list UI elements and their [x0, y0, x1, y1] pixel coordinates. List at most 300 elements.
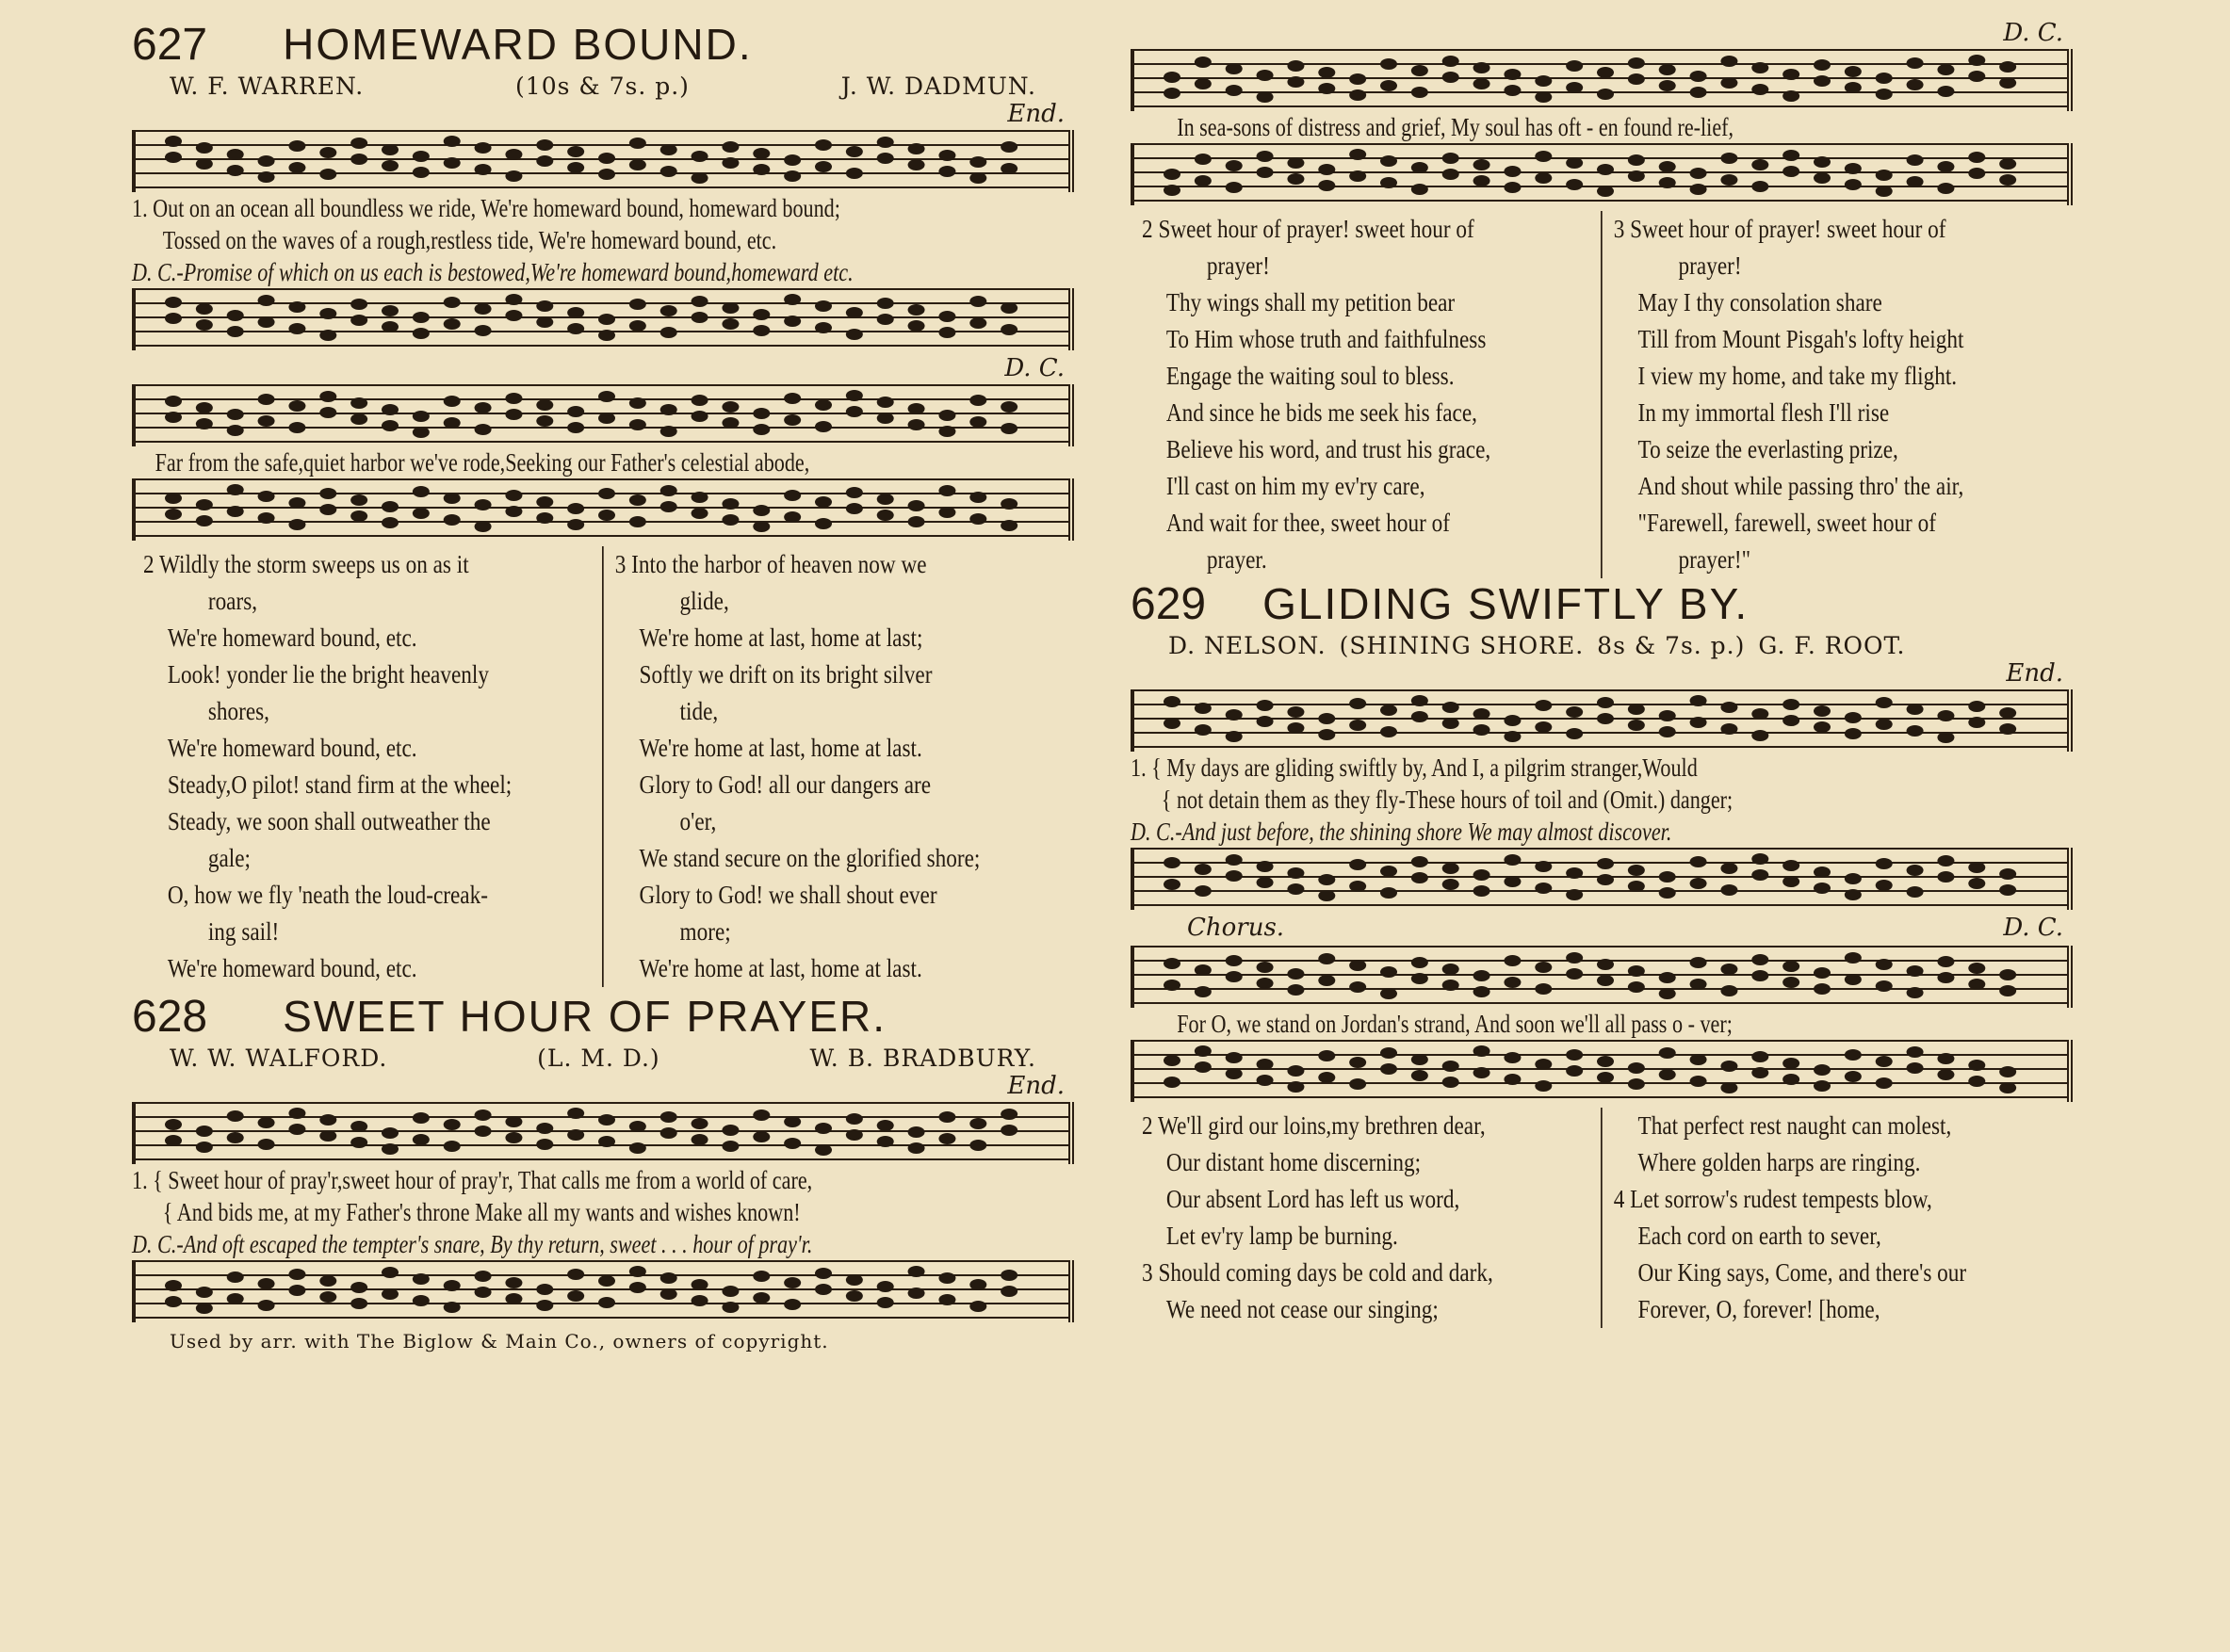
note-head — [567, 146, 584, 157]
note-head — [1628, 881, 1645, 892]
note-head — [1349, 170, 1366, 182]
note-head — [629, 138, 646, 149]
note-head — [1751, 954, 1768, 965]
note-head — [288, 519, 305, 530]
note-head — [846, 503, 863, 514]
note-head — [475, 1271, 492, 1282]
note-head — [1659, 726, 1676, 737]
note-head — [1164, 958, 1180, 969]
note-head — [660, 1111, 677, 1123]
note-head — [444, 1141, 461, 1152]
verse-line: In my immortal flesh I'll rise — [1637, 398, 1890, 427]
treble-staff — [1131, 946, 2073, 1008]
note-head — [1968, 1060, 1985, 1071]
note-head — [413, 312, 430, 323]
note-head — [567, 422, 584, 433]
note-head — [1751, 62, 1768, 73]
verse-line: We're homeward bound, etc. — [167, 734, 417, 762]
note-head — [629, 494, 646, 506]
note-head — [1597, 67, 1614, 78]
note-head — [1782, 150, 1799, 161]
note-head — [258, 1117, 275, 1128]
note-head — [692, 1134, 708, 1145]
note-head — [165, 1135, 182, 1146]
author: W. W. WALFORD. — [170, 1045, 388, 1072]
note-head — [722, 318, 739, 330]
verse-line: 2 Sweet hour of prayer! sweet hour of — [1142, 215, 1474, 243]
note-head — [1999, 1082, 2016, 1093]
note-head — [288, 422, 305, 433]
note-head — [1380, 58, 1397, 70]
note-head — [1720, 56, 1737, 67]
note-head — [1782, 1058, 1799, 1069]
note-head — [1257, 861, 1274, 872]
note-head — [1349, 1078, 1366, 1090]
note-head — [1597, 713, 1614, 724]
note-head — [1876, 73, 1893, 84]
note-head — [1001, 1125, 1017, 1136]
note-head — [1504, 69, 1521, 80]
note-head — [1164, 718, 1180, 729]
note-head — [692, 151, 708, 162]
note-head — [753, 408, 770, 419]
music-system — [1131, 49, 2073, 205]
note-head — [1411, 184, 1428, 195]
note-head — [1287, 1065, 1304, 1077]
note-head — [1349, 981, 1366, 993]
note-head — [692, 172, 708, 184]
note-head — [1349, 1057, 1366, 1068]
note-head — [1442, 863, 1459, 874]
note-head — [629, 1266, 646, 1277]
note-head — [350, 397, 367, 409]
lyric-line: D. C.-And just before, the shining shore We may almost discover. — [1131, 818, 1672, 846]
note-head — [1566, 1049, 1583, 1061]
note-head — [846, 390, 863, 401]
verse-line: Where golden harps are ringing. — [1637, 1148, 1921, 1176]
note-head — [784, 170, 801, 182]
note-head — [382, 305, 399, 316]
note-head — [1504, 977, 1521, 988]
note-head — [319, 1114, 336, 1126]
note-head — [413, 486, 430, 497]
verse-line: Steady, we soon shall outweather the — [167, 807, 491, 835]
note-head — [1535, 962, 1552, 973]
note-head — [1597, 186, 1614, 197]
note-head — [1001, 498, 1017, 510]
note-head — [1566, 82, 1583, 93]
note-head — [1287, 867, 1304, 879]
note-head — [1164, 696, 1180, 707]
note-head — [288, 162, 305, 173]
note-head — [1349, 698, 1366, 709]
note-head — [227, 310, 244, 321]
note-head — [319, 330, 336, 341]
note-head — [815, 399, 832, 411]
note-head — [1535, 151, 1552, 162]
note-head — [1628, 965, 1645, 977]
note-head — [1814, 705, 1831, 717]
note-head — [784, 294, 801, 305]
treble-staff — [1131, 689, 2073, 752]
note-head — [1720, 153, 1737, 164]
note-head — [1597, 89, 1614, 100]
note-head — [1349, 89, 1366, 101]
note-head — [382, 1143, 399, 1155]
note-head — [1845, 712, 1862, 723]
note-head — [598, 169, 615, 180]
note-head — [1411, 695, 1428, 706]
note-head — [1442, 702, 1459, 713]
verses — [1131, 211, 2073, 578]
note-head — [846, 1290, 863, 1302]
note-head — [692, 492, 708, 503]
note-head — [1411, 1070, 1428, 1081]
note-head — [877, 298, 894, 309]
note-head — [938, 1272, 955, 1284]
note-head — [196, 319, 213, 331]
note-head — [475, 424, 492, 435]
note-head — [1845, 163, 1862, 174]
note-head — [1195, 724, 1212, 736]
note-head — [815, 1123, 832, 1134]
note-head — [1690, 1076, 1707, 1087]
note-head — [908, 403, 925, 414]
verse-line: prayer!" — [1678, 545, 1751, 574]
note-head — [1814, 866, 1831, 878]
note-head — [1597, 697, 1614, 708]
note-head — [1999, 707, 2016, 719]
note-head — [1628, 704, 1645, 715]
verse-line: We're home at last, home at last. — [639, 954, 922, 982]
note-head — [1195, 78, 1212, 89]
note-head — [1628, 865, 1645, 876]
note-head — [1814, 75, 1831, 87]
note-head — [475, 1287, 492, 1298]
verse-line: Forever, O, forever! [home, — [1637, 1295, 1880, 1323]
note-head — [1968, 979, 1985, 990]
note-head — [1814, 883, 1831, 894]
note-head — [1442, 72, 1459, 83]
note-head — [846, 406, 863, 417]
note-head — [815, 139, 832, 151]
verse-line: shores, — [207, 697, 269, 725]
lyric-line: D. C.-Promise of which on us each is bestowed,We're homeward bound,homeward etc. — [132, 258, 854, 286]
verse-line: 4 Let sorrow's rudest tempests blow, — [1613, 1185, 1932, 1213]
note-head — [1380, 177, 1397, 188]
note-head — [1226, 971, 1243, 982]
note-head — [1907, 1046, 1924, 1058]
note-head — [1318, 975, 1335, 986]
note-head — [1349, 73, 1366, 85]
note-head — [1628, 1078, 1645, 1090]
note-head — [567, 519, 584, 530]
note-head — [350, 413, 367, 425]
note-head — [475, 142, 492, 154]
hymn-number: 628 — [132, 992, 208, 1042]
note-head — [258, 295, 275, 306]
note-head — [1473, 708, 1490, 720]
treble-staff — [132, 384, 1074, 446]
note-head — [1473, 869, 1490, 881]
verse-line: And shout while passing thro' the air, — [1637, 472, 1964, 500]
verse-line: 3 Sweet hour of prayer! sweet hour of — [1613, 215, 1946, 243]
note-head — [753, 1271, 770, 1282]
note-head — [350, 1137, 367, 1148]
note-head — [1164, 1055, 1180, 1066]
note-head — [475, 1126, 492, 1137]
hymn-title: HOMEWARD BOUND. — [283, 20, 753, 69]
note-head — [165, 313, 182, 324]
note-head — [382, 501, 399, 512]
note-head — [1535, 172, 1552, 184]
note-head — [1195, 964, 1212, 976]
note-head — [1226, 955, 1243, 966]
verse-line: Thy wings shall my petition bear — [1165, 288, 1456, 316]
note-head — [1226, 731, 1243, 742]
verse-line: o'er, — [679, 807, 717, 835]
note-head — [1720, 985, 1737, 996]
note-head — [1659, 64, 1676, 75]
note-head — [1504, 854, 1521, 866]
note-head — [938, 327, 955, 338]
note-head — [1442, 718, 1459, 729]
note-head — [1287, 60, 1304, 72]
lyric-line: 1. Out on an ocean all boundless we ride, We're homeward bound, homeward bound; — [132, 194, 840, 222]
note-head — [1814, 967, 1831, 979]
note-head — [1937, 710, 1954, 721]
bass-staff — [132, 288, 1074, 350]
note-head — [413, 1295, 430, 1306]
note-head — [567, 1108, 584, 1119]
note-head — [969, 513, 986, 525]
note-head — [1566, 968, 1583, 980]
note-head — [1473, 724, 1490, 736]
note-head — [1566, 706, 1583, 718]
note-head — [1535, 983, 1552, 995]
note-head — [258, 171, 275, 183]
note-head — [692, 395, 708, 406]
note-head — [444, 318, 461, 330]
note-head — [598, 1136, 615, 1147]
note-head — [1937, 871, 1954, 883]
note-head — [846, 307, 863, 318]
note-head — [319, 169, 336, 180]
note-head — [258, 512, 275, 524]
lyric-line: 1. { My days are gliding swiftly by, And I, a pilgrim stranger,Would — [1131, 753, 1698, 782]
note-head — [227, 165, 244, 176]
note-head — [1720, 884, 1737, 896]
note-head — [908, 320, 925, 332]
note-head — [475, 402, 492, 413]
note-head — [350, 1121, 367, 1132]
note-head — [938, 426, 955, 437]
note-head — [1814, 59, 1831, 71]
note-head — [1659, 161, 1676, 172]
note-head — [938, 1111, 955, 1123]
note-head — [1504, 1052, 1521, 1063]
note-head — [1782, 166, 1799, 177]
note-head — [288, 1124, 305, 1135]
note-head — [288, 400, 305, 412]
note-head — [1751, 970, 1768, 981]
note-head — [1318, 729, 1335, 740]
note-head — [1349, 720, 1366, 731]
note-head — [505, 1293, 522, 1304]
note-head — [753, 521, 770, 532]
note-head — [877, 397, 894, 408]
note-head — [350, 1282, 367, 1293]
bass-staff — [132, 1260, 1074, 1322]
note-head — [1814, 983, 1831, 995]
note-head — [692, 508, 708, 519]
note-head — [1968, 152, 1985, 163]
note-head — [660, 166, 677, 177]
note-head — [536, 512, 553, 524]
verse-line: Believe his word, and trust his grace, — [1165, 435, 1491, 463]
note-head — [1318, 83, 1335, 94]
note-head — [505, 310, 522, 321]
note-head — [1287, 722, 1304, 734]
note-head — [444, 1302, 461, 1313]
note-head — [413, 427, 430, 438]
note-head — [1659, 871, 1676, 883]
note-head — [475, 499, 492, 510]
note-head — [753, 424, 770, 435]
bass-staff — [1131, 848, 2073, 910]
verse-line: Our absent Lord has left us word, — [1165, 1185, 1460, 1213]
note-head — [1164, 185, 1180, 196]
note-head — [938, 507, 955, 518]
note-head — [1411, 162, 1428, 173]
note-head — [722, 417, 739, 429]
note-head — [1287, 706, 1304, 718]
note-head — [1690, 695, 1707, 706]
note-head — [196, 402, 213, 413]
note-head — [1473, 885, 1490, 897]
note-head — [846, 146, 863, 157]
note-head — [413, 1112, 430, 1124]
note-head — [475, 1109, 492, 1121]
note-head — [1999, 77, 2016, 89]
hymn-number: 629 — [1131, 579, 1207, 629]
note-head — [815, 496, 832, 508]
note-head — [413, 167, 430, 178]
note-head — [722, 1286, 739, 1297]
note-head — [227, 484, 244, 495]
note-head — [1257, 962, 1274, 973]
note-head — [1226, 709, 1243, 721]
note-head — [1566, 179, 1583, 190]
lyric-line: { And bids me, at my Father's throne Make all my wants and wishes known! — [162, 1198, 801, 1226]
verse-line: more; — [679, 917, 731, 946]
note-head — [877, 137, 894, 148]
note-head — [660, 327, 677, 338]
note-head — [1720, 1082, 1737, 1093]
note-head — [1782, 90, 1799, 102]
note-head — [1968, 717, 1985, 728]
dc-mark: D. C. — [2003, 19, 2063, 47]
note-head — [1907, 886, 1924, 898]
note-head — [1195, 864, 1212, 875]
note-head — [350, 138, 367, 149]
note-head — [815, 518, 832, 529]
copyright-note: Used by arr. with The Biglow & Main Co., owners of copyright. — [170, 1330, 829, 1352]
note-head — [1164, 72, 1180, 83]
note-head — [1001, 1286, 1017, 1297]
note-head — [1782, 1074, 1799, 1085]
note-head — [536, 1139, 553, 1150]
note-head — [165, 509, 182, 520]
verses — [1131, 1108, 2073, 1328]
note-head — [382, 404, 399, 415]
verse-line: prayer! — [1678, 251, 1742, 280]
note-head — [319, 407, 336, 418]
note-head — [413, 1273, 430, 1285]
note-head — [1195, 154, 1212, 165]
note-head — [692, 411, 708, 422]
note-head — [258, 1300, 275, 1311]
note-head — [1845, 952, 1862, 964]
note-head — [598, 1275, 615, 1287]
treble-staff — [132, 1102, 1074, 1164]
note-head — [815, 300, 832, 312]
note-head — [1411, 973, 1428, 984]
hymn-628-header — [132, 991, 1074, 1043]
note-head — [536, 399, 553, 411]
note-head — [1720, 964, 1737, 975]
note-head — [382, 160, 399, 171]
note-head — [196, 303, 213, 315]
note-head — [1164, 169, 1180, 180]
note-head — [1720, 723, 1737, 735]
verse-line: Each cord on earth to sever, — [1637, 1222, 1881, 1250]
note-head — [846, 329, 863, 340]
note-head — [1411, 1054, 1428, 1065]
verse-line: To Him whose truth and faithfulness — [1165, 325, 1487, 353]
note-head — [1318, 164, 1335, 175]
note-head — [1380, 1063, 1397, 1075]
note-head — [1001, 520, 1017, 531]
note-head — [1845, 82, 1862, 93]
note-head — [319, 504, 336, 515]
note-head — [536, 316, 553, 328]
note-head — [1411, 65, 1428, 76]
note-head — [753, 325, 770, 336]
verse-2 — [1131, 211, 1535, 578]
note-head — [598, 1297, 615, 1308]
note-head — [1318, 1050, 1335, 1061]
note-head — [722, 141, 739, 153]
note-head — [1937, 732, 1954, 743]
note-head — [1628, 981, 1645, 993]
note-head — [1473, 159, 1490, 170]
note-head — [1226, 1068, 1243, 1079]
verse-line: To seize the everlasting prize, — [1637, 435, 1898, 463]
note-head — [382, 144, 399, 155]
verse-line: We need not cease our singing; — [1165, 1295, 1439, 1323]
verse-2-3 — [1131, 1108, 1535, 1328]
note-head — [258, 155, 275, 167]
note-head — [1720, 863, 1737, 874]
note-head — [505, 1116, 522, 1127]
note-head — [784, 1138, 801, 1149]
note-head — [1999, 158, 2016, 170]
note-head — [475, 164, 492, 175]
note-head — [1442, 169, 1459, 180]
note-head — [877, 1120, 894, 1131]
note-head — [1597, 1056, 1614, 1067]
